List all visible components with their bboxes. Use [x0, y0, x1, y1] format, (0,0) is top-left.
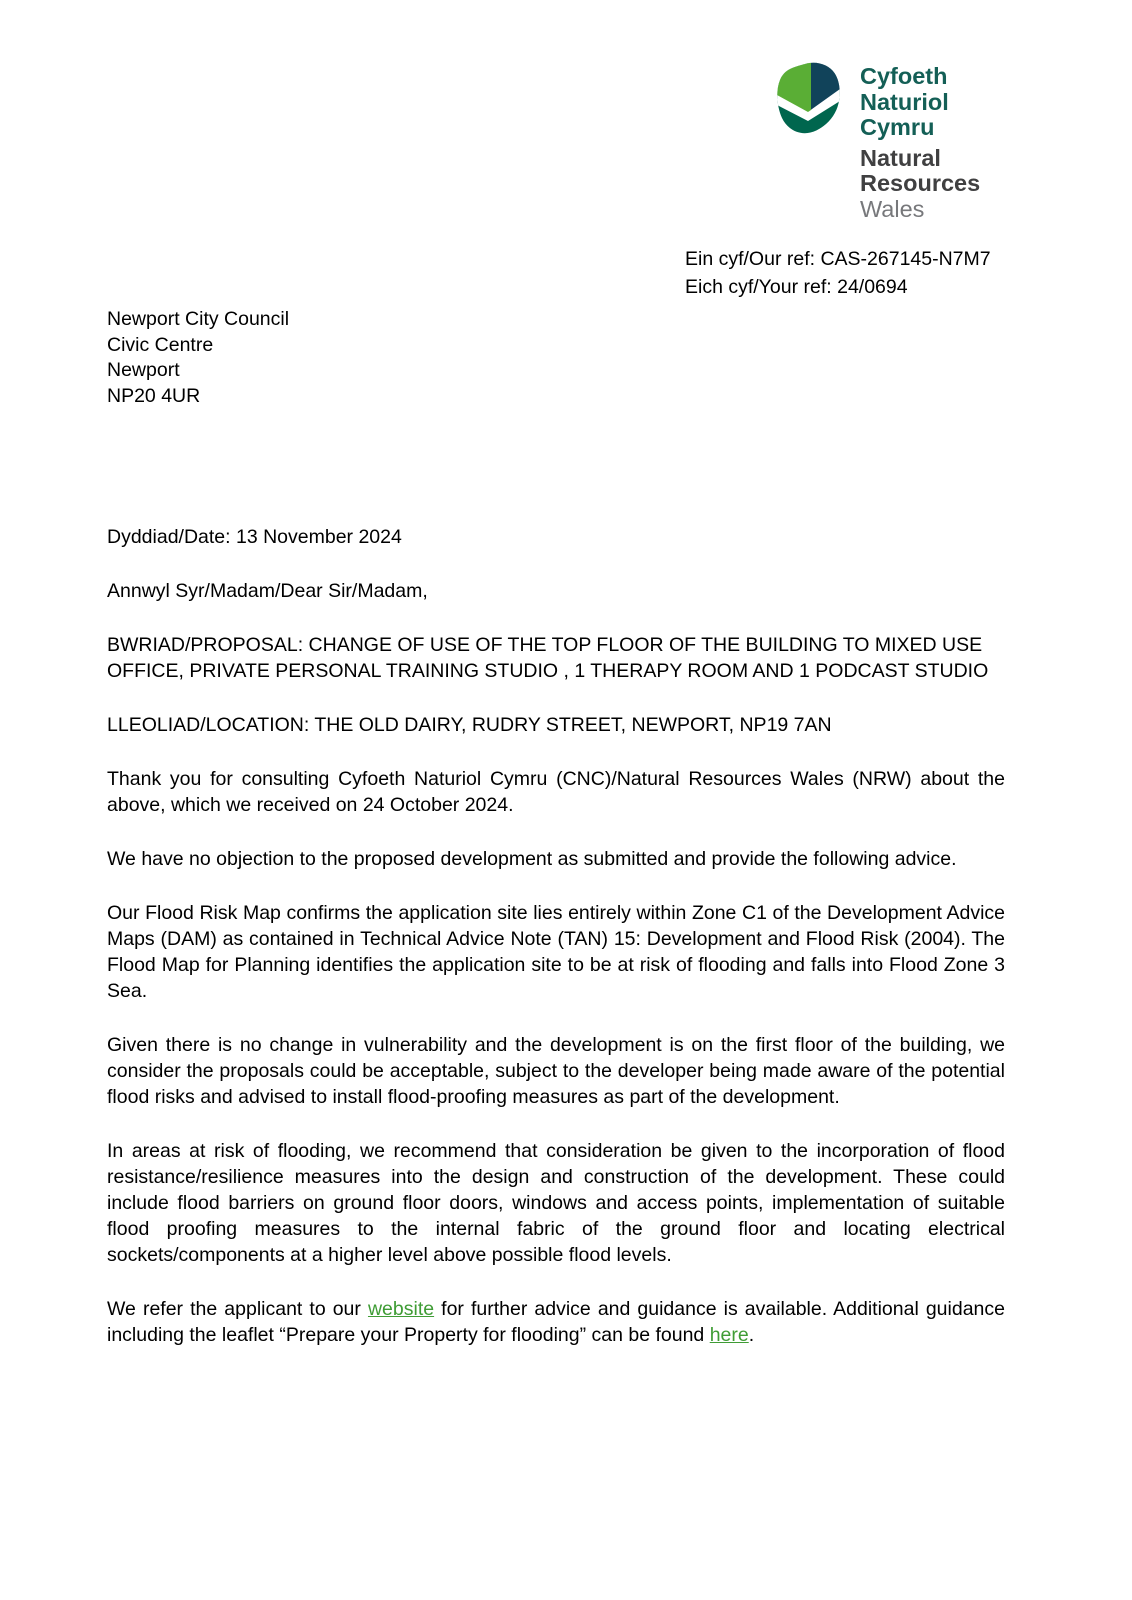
flood-risk-map-paragraph: Our Flood Risk Map confirms the application site lies entirely within Zone C1 of the Development Advice Maps (DAM) as contained in Technical Advice Note (TAN) 15: Development and Flood Risk (2004). The Flood Map for Planning identifies the application site to be at risk of flooding and falls into Flood Zone 3 Sea.	[107, 902, 1005, 1002]
closing-text: We refer the applicant to our	[107, 1298, 368, 1320]
letter-body	[107, 524, 1005, 1376]
nrw-logo	[777, 62, 980, 222]
logo-english-line: Natural	[860, 144, 941, 171]
recipient-line: Civic Centre	[107, 333, 214, 356]
website-link[interactable]: website	[367, 1298, 435, 1320]
logo-welsh-line: Naturiol	[860, 88, 949, 115]
logo-welsh-line: Cymru	[860, 114, 935, 140]
recipient-line: Newport City Council	[107, 308, 290, 330]
nrw-pebble-icon	[777, 62, 840, 134]
logo-wales-line: Wales	[860, 195, 925, 222]
location-heading: LLEOLIAD/LOCATION: THE OLD DAIRY, RUDRY STREET, NEWPORT, NP19 7AN	[107, 714, 832, 736]
logo-english-line: Resources	[860, 170, 981, 196]
nrw-logo-wordmark	[860, 62, 980, 222]
your-ref-line: Eich cyf/Your ref: 24/0694	[685, 275, 908, 298]
salutation: Annwyl Syr/Madam/Dear Sir/Madam,	[107, 580, 428, 602]
reference-block	[685, 246, 991, 301]
our-ref-line: Ein cyf/Our ref: CAS-267145-N7M7	[685, 248, 991, 270]
proposal-heading: BWRIAD/PROPOSAL: CHANGE OF USE OF THE TOP FLOOR OF THE BUILDING TO MIXED USE OFFICE, PRIVATE PERSONAL TRAINING STUDIO , 1 THERAPY ROOM AND 1 PODCAST STUDIO	[107, 634, 989, 682]
recipient-line: NP20 4UR	[107, 384, 201, 407]
logo-welsh-line: Cyfoeth	[860, 63, 948, 89]
here-link[interactable]: here	[709, 1324, 749, 1346]
no-objection-paragraph: We have no objection to the proposed development as submitted and provide the following advice.	[107, 848, 957, 870]
date-line: Dyddiad/Date: 13 November 2024	[107, 526, 402, 548]
vulnerability-paragraph: Given there is no change in vulnerability and the development is on the first floor of the building, we consider the proposals could be acceptable, subject to the developer being made aware of the potential flood risks and advised to install flood-proofing measures as part of the development.	[107, 1034, 1005, 1108]
closing-text: .	[748, 1324, 755, 1346]
thank-you-paragraph: Thank you for consulting Cyfoeth Naturiol Cymru (CNC)/Natural Resources Wales (NRW) about the above, which we received on 24 October 2024.	[107, 768, 1005, 816]
recipient-address	[107, 307, 289, 409]
flood-resistance-paragraph: In areas at risk of flooding, we recommend that consideration be given to the incorporation of flood resistance/resilience measures into the design and construction of the development. These could include flood barriers on ground floor doors, windows and access points, implementation of suitable flood proofing measures to the internal fabric of the ground floor and locating electrical sockets/components at a higher level above possible flood levels.	[107, 1140, 1005, 1266]
recipient-line: Newport	[107, 359, 180, 381]
closing-text: for further advice and guidance is available. Additional guidance including the leaflet “Prepare your Property for flooding” can be found	[107, 1298, 1005, 1346]
closing-paragraph	[107, 1296, 1005, 1348]
